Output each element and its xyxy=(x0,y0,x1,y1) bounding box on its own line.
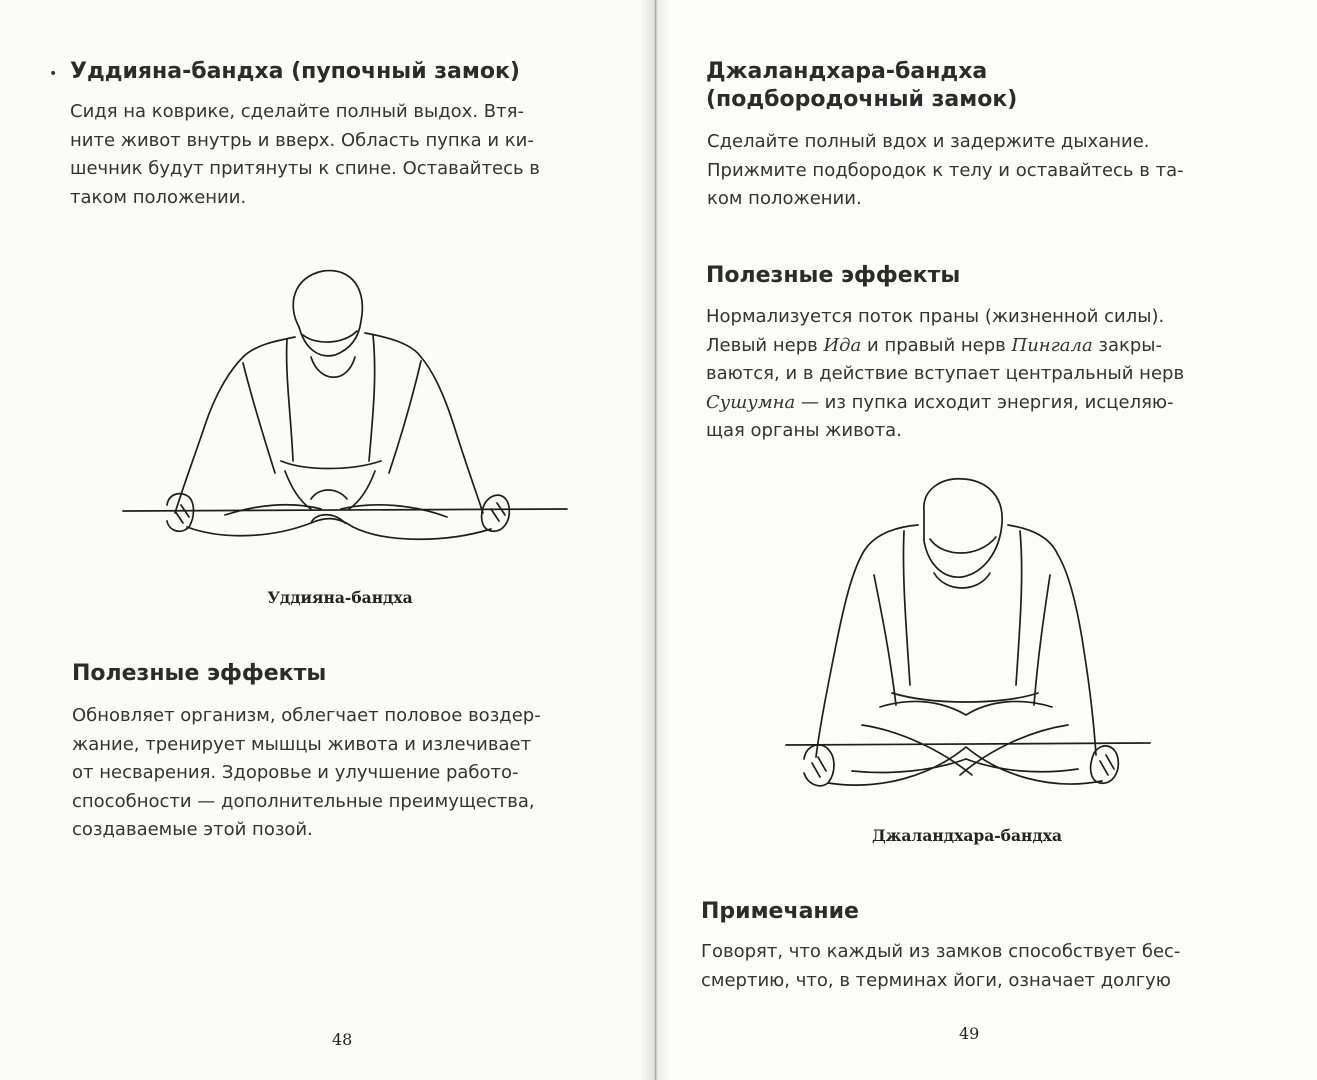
right-intro: Сделайте полный вдох и задержите дыхание. Прижмите подбородок к телу и оставайтесь в та- ком положении. xyxy=(707,131,1184,209)
note-heading: Примечание xyxy=(701,899,859,924)
left-effects-text: Обновляет организм, облегчает половое воздер- жание, тренирует мышцы живота и излечивает от несварения. Здоровье и улучшение работо- способности — дополнительные преимущества, создаваемые этой позой. xyxy=(72,705,541,840)
left-page-number: 48 xyxy=(332,1030,353,1049)
page-right xyxy=(657,0,1317,1080)
term-pingala: Пингала xyxy=(1011,334,1093,356)
left-figure-caption: Уддияна-бандха xyxy=(267,588,413,607)
term-ida: Ида xyxy=(823,334,862,356)
left-title: Уддияна-бандха (пупочный замок) xyxy=(70,59,520,84)
right-title: Джаландхара-бандха (подбородочный замок) xyxy=(706,59,1018,112)
left-intro: Сидя на коврике, сделайте полный выдох. Втя- ните живот внутрь и вверх. Область пупка и ки- шечник будут притянуты к спине. Оставайтесь в таком положении. xyxy=(70,101,540,208)
uddiyana-bandha-illustration xyxy=(115,265,575,565)
right-page-number: 49 xyxy=(959,1024,980,1043)
page-left xyxy=(0,0,656,1080)
note-text: Говорят, что каждый из замков способствует бес- смертию, что, в терминах йоги, означает долгую xyxy=(701,941,1181,991)
jalandhara-bandha-illustration xyxy=(782,475,1152,815)
right-figure-caption: Джаландхара-бандха xyxy=(871,826,1063,845)
stray-mark: • xyxy=(49,66,58,82)
right-effects-text: Нормализуется поток праны (жизненной силы). Левый нерв Ида и правый нерв Пингала закры- ваются, и в действие вступает центральный нерв Сушумна — из пупка исходит энергия, исцеляю- щая органы живота. xyxy=(706,306,1185,441)
left-effects-heading: Полезные эффекты xyxy=(72,661,327,686)
term-sushumna: Сушумна xyxy=(706,391,796,413)
right-effects-heading: Полезные эффекты xyxy=(706,263,961,288)
